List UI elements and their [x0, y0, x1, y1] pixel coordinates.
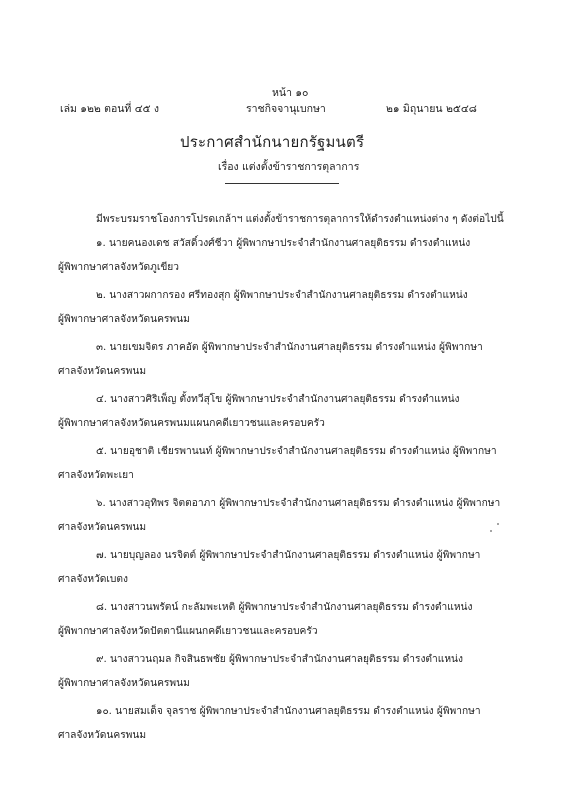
item-line-2: ศาลจังหวัดพะเยา: [58, 470, 134, 481]
item-line-1: ๒. นางสาวผกากรอง ศรีทองสุก ผู้พิพากษาประจำสำนักงานศาลยุติธรรม ดำรงตำแหน่ง: [96, 290, 468, 301]
item-line-1: ๔. นางสาวศิริเพ็ญ ตั้งทวีสุโข ผู้พิพากษาประจำสำนักงานศาลยุติธรรม ดำรงตำแหน่ง: [96, 394, 460, 405]
item-line-2: ศาลจังหวัดนครพนม: [58, 366, 147, 377]
item-line-2: ผู้พิพากษาศาลจังหวัดนครพนม: [58, 678, 190, 689]
item-line-1: ๗. นายบุญลอง นรจิตต์ ผู้พิพากษาประจำสำนักงานศาลยุติธรรม ดำรงตำแหน่ง ผู้พิพากษา: [96, 550, 481, 561]
item-line-2: ผู้พิพากษาศาลจังหวัดภูเขียว: [58, 262, 180, 273]
item-line-2: ผู้พิพากษาศาลจังหวัดปัตตานีแผนกคดีเยาวชนและครอบครัว: [58, 626, 318, 637]
scan-speck: [490, 530, 492, 532]
item-line-1: ๑. นายคนองเดช สวัสดิ์วงศ์ชีวา ผู้พิพากษาประจำสำนักงานศาลยุติธรรม ดำรงตำแหน่ง: [96, 238, 471, 249]
item-line-2: ศาลจังหวัดเบตง: [58, 574, 128, 585]
item-line-2: ศาลจังหวัดนครพนม: [58, 522, 147, 533]
announcement-title: ประกาศสำนักนายกรัฐมนตรี: [180, 133, 365, 151]
item-line-1: ๕. นายอุชาติ เชียรพานนท์ ผู้พิพากษาประจำสำนักงานศาลยุติธรรม ดำรงตำแหน่ง ผู้พิพากษา: [96, 446, 497, 457]
item-line-2: ผู้พิพากษาศาลจังหวัดนครพนมแผนกคดีเยาวชนและครอบครัว: [58, 418, 325, 429]
gazette-date: ๒๑ มิถุนายน ๒๕๔๘: [386, 103, 477, 115]
gazette-name: ราชกิจจานุเบกษา: [246, 103, 326, 115]
volume-issue: เล่ม ๑๒๒ ตอนที่ ๔๕ ง: [60, 103, 160, 115]
item-line-1: ๓. นายเขมจิตร ภาคอัต ผู้พิพากษาประจำสำนักงานศาลยุติธรรม ดำรงตำแหน่ง ผู้พิพากษา: [96, 342, 483, 353]
item-line-1: ๙. นางสาวนฤมล กิจสินธพชัย ผู้พิพากษาประจำสำนักงานศาลยุติธรรม ดำรงตำแหน่ง: [96, 654, 463, 665]
item-line-1: ๖. นางสาวอุทิพร จิตตอาภา ผู้พิพากษาประจำสำนักงานศาลยุติธรรม ดำรงตำแหน่ง ผู้พิพากษา: [96, 498, 501, 509]
item-line-1: ๑๐. นายสมเด็จ จุลราช ผู้พิพากษาประจำสำนักงานศาลยุติธรรม ดำรงตำแหน่ง ผู้พิพากษา: [96, 706, 481, 717]
title-divider: [225, 183, 339, 184]
scan-speck: [497, 523, 499, 525]
item-line-2: ผู้พิพากษาศาลจังหวัดนครพนม: [58, 314, 190, 325]
announcement-subject: เรื่อง แต่งตั้งข้าราชการตุลาการ: [218, 161, 360, 173]
item-line-2: ศาลจังหวัดนครพนม: [58, 730, 147, 741]
page-number: หน้า ๑๐: [272, 87, 309, 99]
item-line-1: ๘. นางสาวนพรัตน์ กะลัมพะเหติ ผู้พิพากษาประจำสำนักงานศาลยุติธรรม ดำรงตำแหน่ง: [96, 602, 473, 613]
announcement-intro: มีพระบรมราชโองการโปรดเกล้าฯ แต่งตั้งข้าราชการตุลาการให้ดำรงตำแหน่งต่าง ๆ ดังต่อไปนี้: [96, 214, 504, 225]
